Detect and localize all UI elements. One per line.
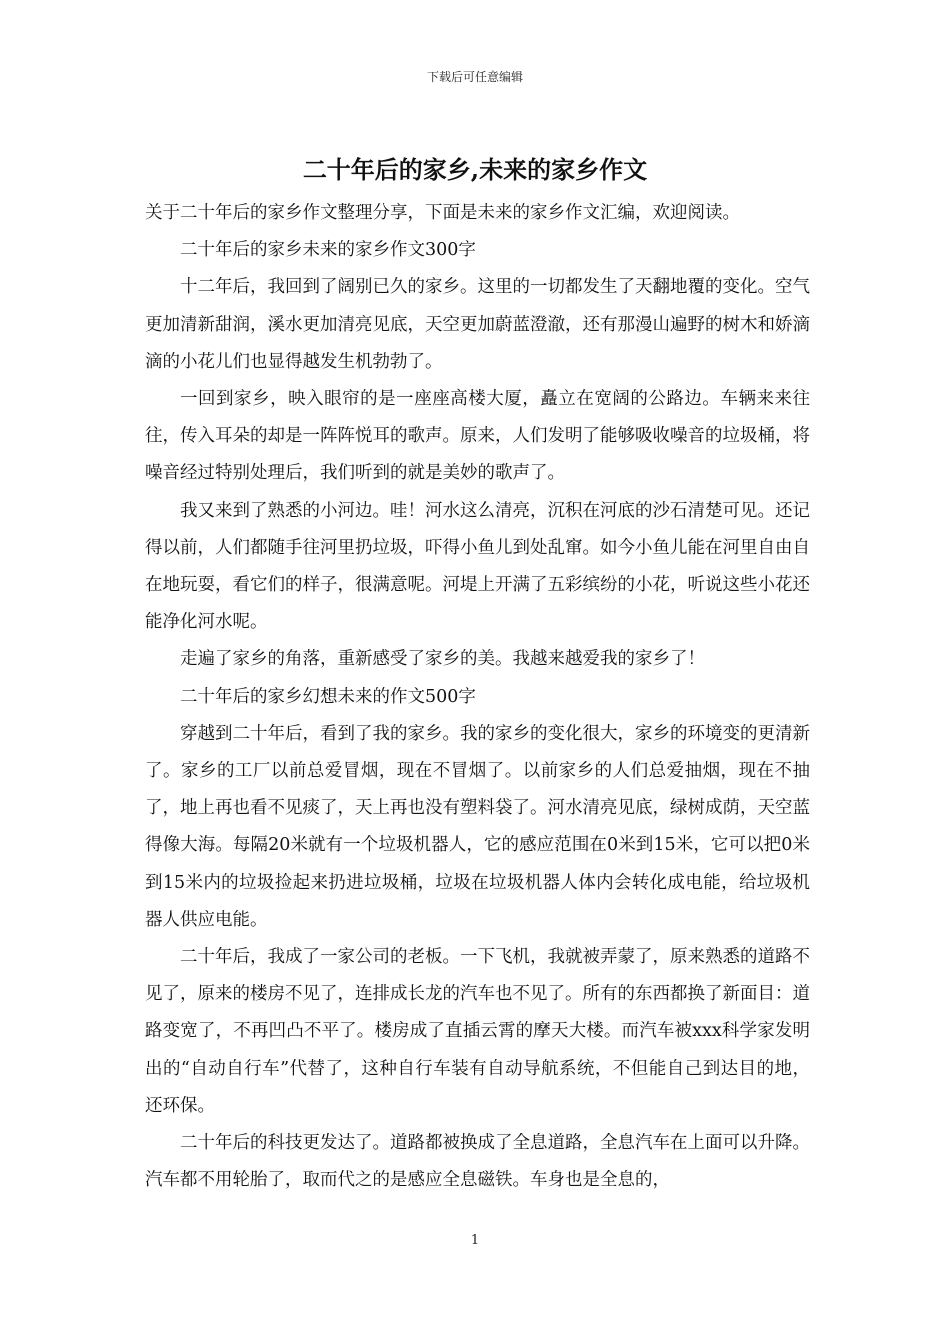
page-number: 1: [470, 1233, 480, 1248]
body-paragraph: 二十年后的科技更发达了。道路都被换成了全息道路，全息汽车在上面可以升降。汽车都不用轮胎了，取而代之的是感应全息磁铁。车身也是全息的，: [145, 1133, 810, 1191]
body-paragraph: 穿越到二十年后，看到了我的家乡。我的家乡的变化很大，家乡的环境变的更清新了。家乡的工厂以前总爱冒烟，现在不冒烟了。以前家乡的人们总爱抽烟，现在不抽了，地上再也看不见痰了，天上再也没有塑料袋了。河水清亮见底，绿树成荫，天空蓝得像大海。每隔20米就有一个垃圾机器人，它的感应范围在0米到15米，它可以把0米到15米内的垃圾捡起来扔进垃圾桶，垃圾在垃圾机器人体内会转化成电能，给垃圾机器人供应电能。: [145, 723, 810, 930]
body-paragraph: 走遍了家乡的角落，重新感受了家乡的美。我越来越爱我的家乡了！: [180, 649, 705, 670]
document-body: [145, 195, 810, 1199]
document-title: 二十年后的家乡,未来的家乡作文: [302, 155, 648, 184]
section-heading-500: 二十年后的家乡幻想未来的作文500字: [180, 686, 476, 707]
section-heading-300: 二十年后的家乡未来的家乡作文300字: [180, 240, 476, 261]
body-paragraph: 二十年后，我成了一家公司的老板。一下飞机，我就被弄蒙了，原来熟悉的道路不见了，原来的楼房不见了，连排成长龙的汽车也不见了。所有的东西都换了新面目：道路变宽了，不再凹凸不平了。楼房成了直插云霄的摩天大楼。而汽车被xxx科学家发明出的“自动自行车”代替了，这种自行车装有自动导航系统，不但能自己到达目的地，还环保。: [145, 947, 810, 1116]
body-paragraph: 十二年后，我回到了阔别已久的家乡。这里的一切都发生了天翻地覆的变化。空气更加清新甜润，溪水更加清亮见底，天空更加蔚蓝澄澈，还有那漫山遍野的树木和娇滴滴的小花儿们也显得越发生机勃勃了。: [145, 277, 810, 372]
body-paragraph: 我又来到了熟悉的小河边。哇！河水这么清亮，沉积在河底的沙石清楚可见。还记得以前，人们都随手往河里扔垃圾，吓得小鱼儿到处乱窜。如今小鱼儿能在河里自由自在地玩耍，看它们的样子，很满意呢。河堤上开满了五彩缤纷的小花，听说这些小花还能净化河水呢。: [145, 500, 810, 633]
header-note: 下载后可任意编辑: [426, 70, 523, 84]
body-paragraph: 一回到家乡，映入眼帘的是一座座高楼大厦，矗立在宽阔的公路边。车辆来来往往，传入耳朵的却是一阵阵悦耳的歌声。原来，人们发明了能够吸收噪音的垃圾桶，将噪音经过特别处理后，我们听到的就是美妙的歌声了。: [145, 389, 810, 484]
intro-paragraph: 关于二十年后的家乡作文整理分享，下面是未来的家乡作文汇编，欢迎阅读。: [145, 203, 740, 223]
